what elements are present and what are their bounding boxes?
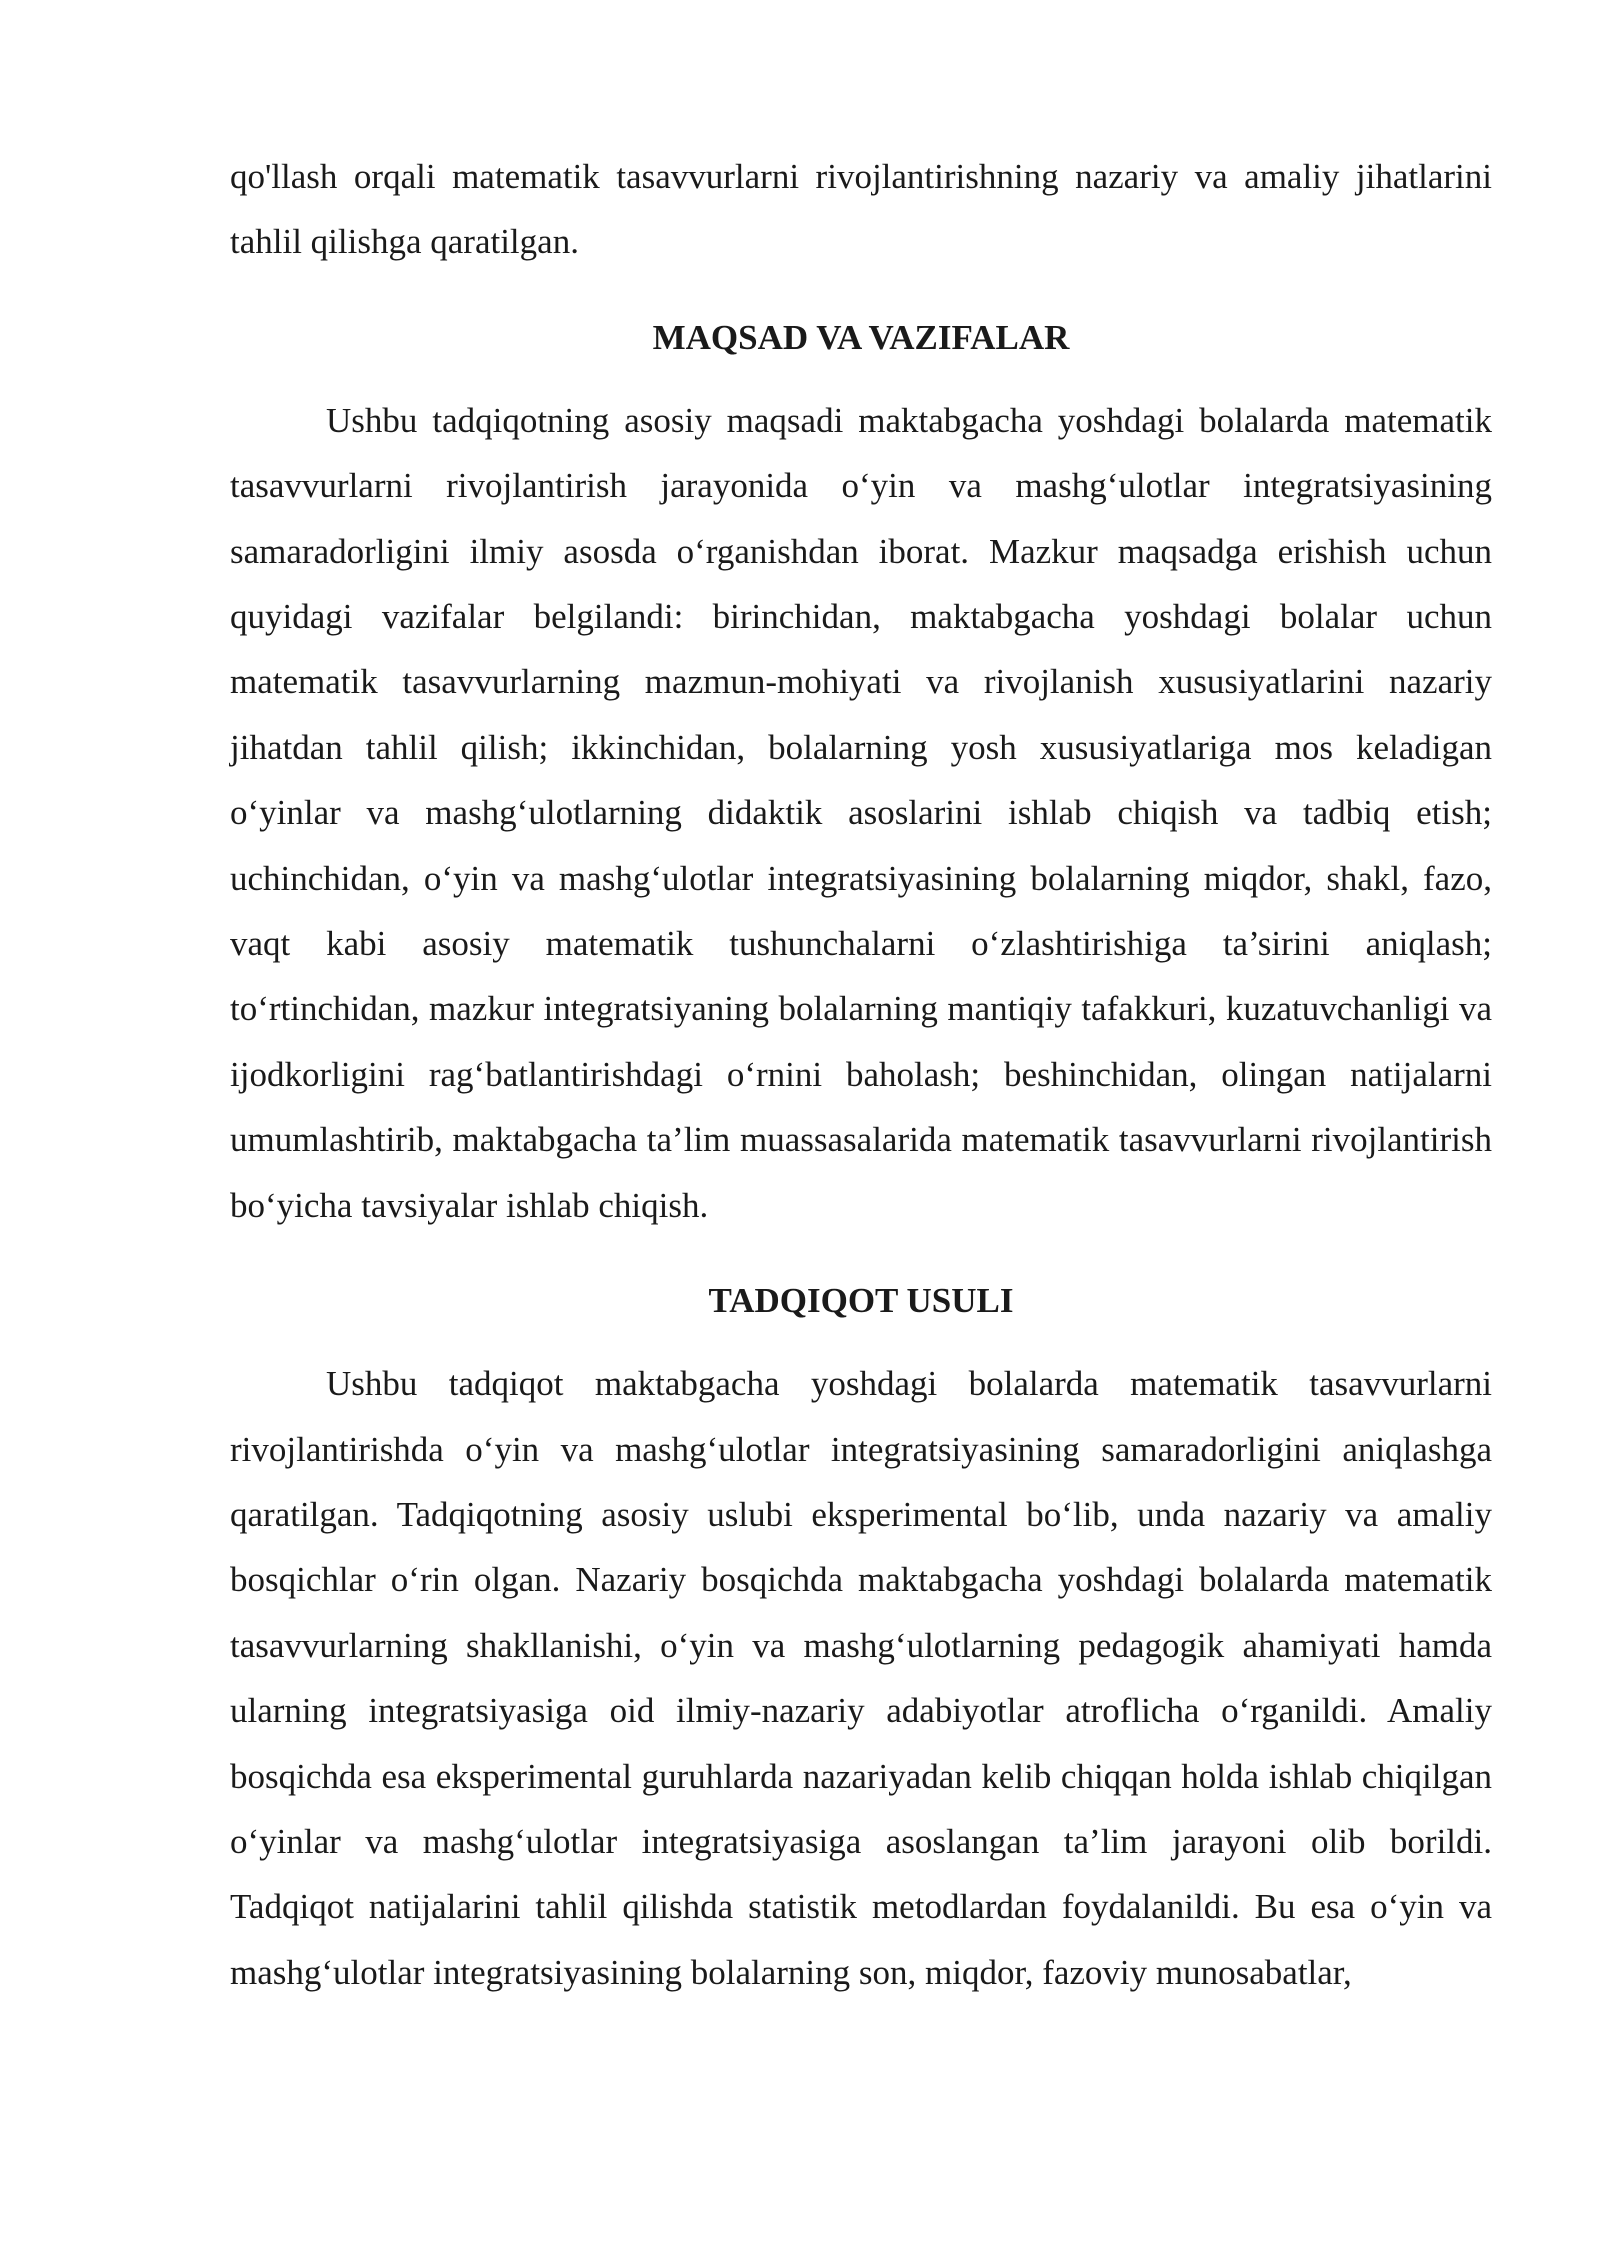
section-heading-method: TADQIQOT USULI (708, 1281, 1014, 1321)
goals-paragraph: Ushbu tadqiqotning asosiy maqsadi maktabgacha yoshdagi bolalarda matematik tasavvurlarni rivojlantirish jarayonida o‘yin va mashg‘ulotlar integratsiyasining samaradorligini ilmiy asosda o‘rganishdan iborat. Mazkur maqsadga erishish uchun quyidagi vazifalar belgilandi: birinchidan, maktabgacha yoshdagi bolalar uchun matematik tasavvurlarning mazmun-mohiyati va rivojlanish xususiyatlarini nazariy jihatdan tahlil qilish; ikkinchidan, bolalarning yosh xususiyatlariga mos keladigan o‘yinlar va mashg‘ulotlarning didaktik asoslarini ishlab chiqish va tadbiq etish; uchinchidan, o‘yin va mashg‘ulotlar integratsiyasining bolalarning miqdor, shakl, fazo, vaqt kabi asosiy matematik tushunchalarni o‘zlashtirishiga ta’sirini aniqlash; to‘rtinchidan, mazkur integratsiyaning bolalarning mantiqiy tafakkuri, kuzatuvchanligi va ijodkorligini rag‘batlantirishdagi o‘rnini baholash; beshinchidan, olingan natijalarni umumlashtirib, maktabgacha ta’lim muassasalarida matematik tasavvurlarni rivojlantirish bo‘yicha tavsiyalar ishlab chiqish. (230, 400, 1492, 1225)
section-heading-goals: MAQSAD VA VAZIFALAR (652, 317, 1070, 357)
intro-paragraph: qo'llash orqali matematik tasavvurlarni rivojlantirishning nazariy va amaliy jihatlarini tahlil qilishga qaratilgan. (230, 157, 1492, 262)
document-page (230, 144, 1492, 2005)
method-paragraph: Ushbu tadqiqot maktabgacha yoshdagi bolalarda matematik tasavvurlarni rivojlantirishda o‘yin va mashg‘ulotlar integratsiyasining samaradorligini aniqlashga qaratilgan. Tadqiqotning asosiy uslubi eksperimental bo‘lib, unda nazariy va amaliy bosqichlar o‘rin olgan. Nazariy bosqichda maktabgacha yoshdagi bolalarda matematik tasavvurlarning shakllanishi, o‘yin va mashg‘ulotlarning pedagogik ahamiyati hamda ularning integratsiyasiga oid ilmiy-nazariy adabiyotlar atroflicha o‘rganildi. Amaliy bosqichda esa eksperimental guruhlarda nazariyadan kelib chiqqan holda ishlab chiqilgan o‘yinlar va mashg‘ulotlar integratsiyasiga asoslangan ta’lim jarayoni olib borildi. Tadqiqot natijalarini tahlil qilishda statistik metodlardan foydalanildi. Bu esa o‘yin va mashg‘ulotlar integratsiyasining bolalarning son, miqdor, fazoviy munosabatlar, (230, 1364, 1492, 1992)
